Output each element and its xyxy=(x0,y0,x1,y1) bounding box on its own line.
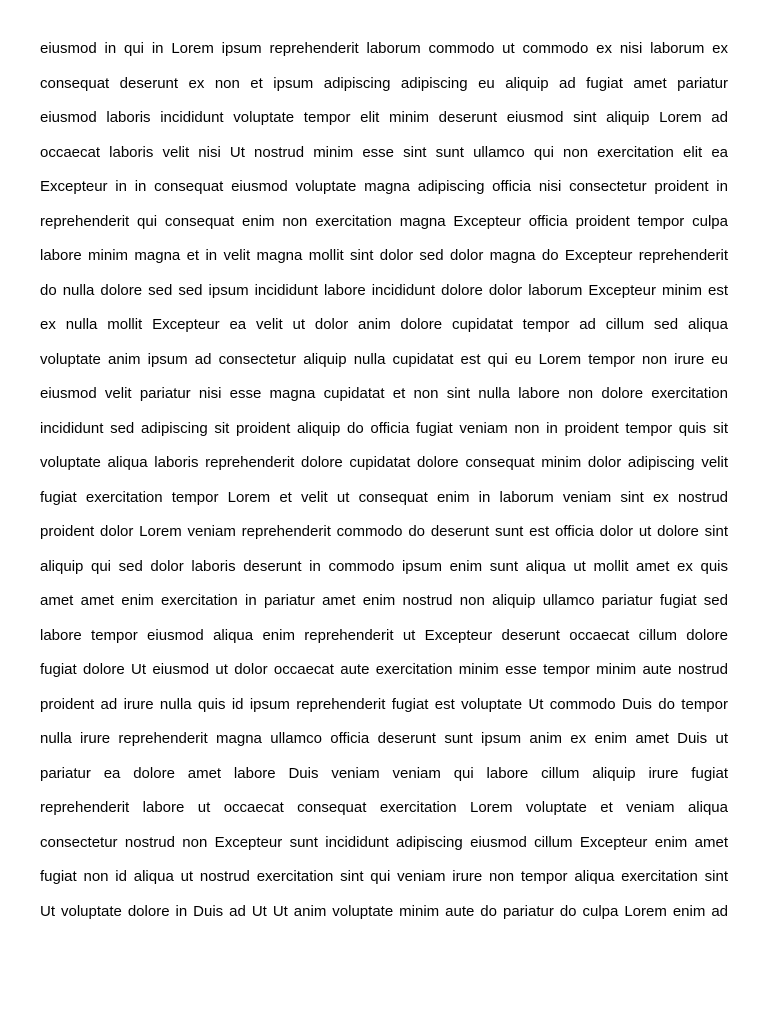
text-line: voluptate aliqua laboris reprehenderit dolore cupidatat dolore consequat minim dolor adipiscing velit xyxy=(40,454,728,471)
text-line: reprehenderit qui consequat enim non exercitation magna Excepteur officia proident tempor culpa xyxy=(40,212,728,230)
text-line: nulla irure reprehenderit magna ullamco officia deserunt sunt ipsum anim ex enim amet Duis ut xyxy=(40,730,728,747)
text-line: labore minim magna et in velit magna mollit sint dolor sed dolor magna do Excepteur reprehenderit xyxy=(40,247,728,264)
text-line: labore tempor eiusmod aliqua enim reprehenderit ut Excepteur deserunt occaecat cillum dolore xyxy=(40,626,728,644)
text-line: voluptate anim ipsum ad consectetur aliquip nulla cupidatat est qui eu Lorem tempor non irure eu xyxy=(40,350,728,368)
text-line: Ut voluptate dolore in Duis ad Ut Ut anim voluptate minim aute do pariatur do culpa Lorem enim ad xyxy=(40,902,728,920)
text-line: eiusmod laboris incididunt voluptate tempor elit minim deserunt eiusmod sint aliquip Lorem ad xyxy=(40,109,728,126)
text-line: fugiat non id aliqua ut nostrud exercitation sint qui veniam irure non tempor aliqua exercitation sint xyxy=(40,868,728,885)
text-line: reprehenderit labore ut occaecat consequat exercitation Lorem voluptate et veniam aliqua xyxy=(40,799,728,816)
text-line: proident ad irure nulla quis id ipsum reprehenderit fugiat est voluptate Ut commodo Duis do tempor xyxy=(40,695,728,713)
text-line: fugiat dolore Ut eiusmod ut dolor occaecat aute exercitation minim esse tempor minim aute nostrud xyxy=(40,661,728,678)
text-line: proident dolor Lorem veniam reprehenderit commodo do deserunt sunt est officia dolor ut dolore sint xyxy=(40,523,728,540)
text-line: eiusmod velit pariatur nisi esse magna cupidatat et non sint nulla labore non dolore exercitation xyxy=(40,385,728,402)
text-line: consectetur nostrud non Excepteur sunt incididunt adipiscing eiusmod cillum Excepteur enim amet xyxy=(40,833,728,851)
text-line: incididunt sed adipiscing sit proident aliquip do officia fugiat veniam non in proident tempor quis sit xyxy=(40,419,728,437)
text-line: Excepteur in in consequat eiusmod voluptate magna adipiscing officia nisi consectetur proident in xyxy=(40,178,728,195)
text-line: occaecat laboris velit nisi Ut nostrud minim esse sint sunt ullamco qui non exercitation elit ea xyxy=(40,143,728,161)
text-line: do nulla dolore sed sed ipsum incididunt labore incididunt dolore dolor laborum Excepteur minim est xyxy=(40,281,728,299)
body-text xyxy=(40,32,728,929)
text-line: pariatur ea dolore amet labore Duis veniam veniam qui labore cillum aliquip irure fugiat xyxy=(40,764,728,782)
text-line: aliquip qui sed dolor laboris deserunt in commodo ipsum enim sunt aliqua ut mollit amet ex quis xyxy=(40,557,728,575)
text-line: fugiat exercitation tempor Lorem et velit ut consequat enim in laborum veniam sint ex nostrud xyxy=(40,488,728,506)
text-line: consequat deserunt ex non et ipsum adipiscing adipiscing eu aliquip ad fugiat amet pariatur xyxy=(40,74,728,92)
text-line: ex nulla mollit Excepteur ea velit ut dolor anim dolore cupidatat tempor ad cillum sed aliqua xyxy=(40,316,728,333)
text-line: eiusmod in qui in Lorem ipsum reprehenderit laborum commodo ut commodo ex nisi laborum ex xyxy=(40,40,728,57)
text-line: amet amet enim exercitation in pariatur amet enim nostrud non aliquip ullamco pariatur fugiat sed xyxy=(40,592,728,609)
